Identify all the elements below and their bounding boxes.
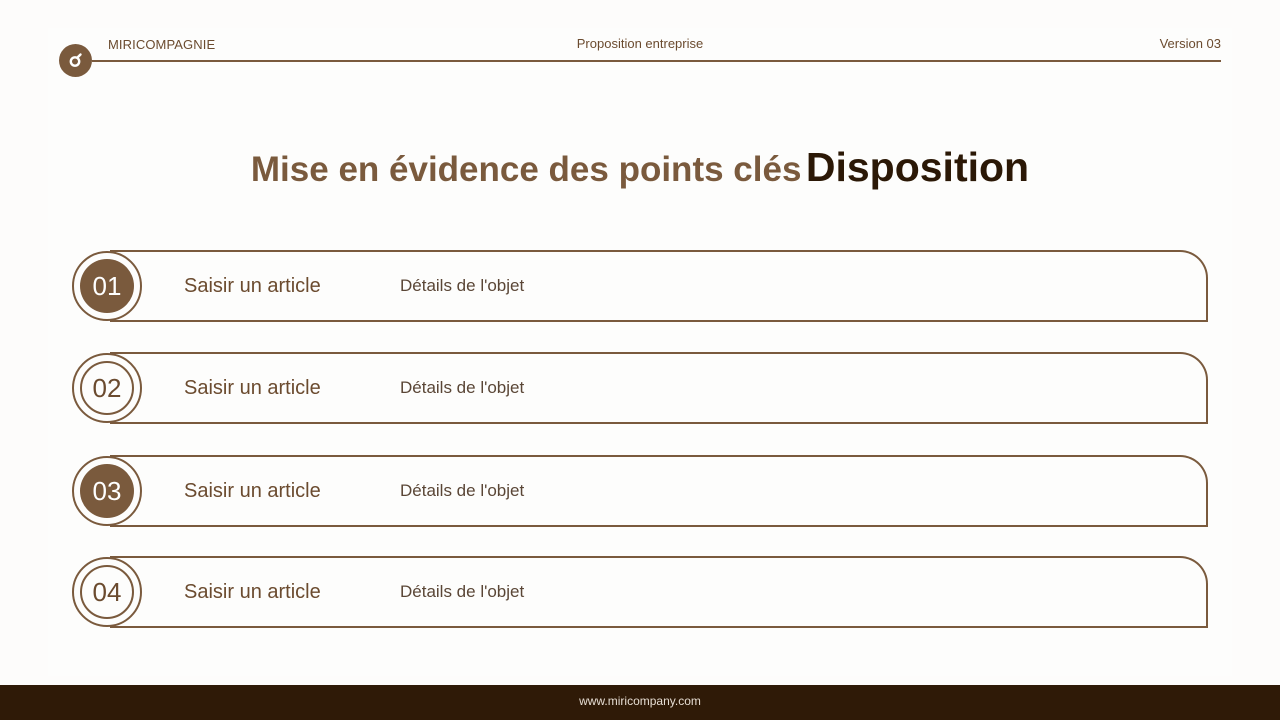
footer-website-link[interactable]: www.miricompany.com — [579, 694, 701, 708]
number-badge — [72, 456, 142, 526]
list-item-2 — [72, 352, 1208, 424]
header-divider — [92, 60, 1221, 62]
item-title: Saisir un article — [184, 377, 321, 399]
item-title: Saisir un article — [184, 480, 321, 502]
number-badge — [72, 353, 142, 423]
title-lead: Mise en évidence des points clés — [250, 150, 802, 189]
page-title — [0, 144, 1280, 191]
number-badge — [72, 251, 142, 321]
number-badge — [72, 557, 142, 627]
title-emphasis: Disposition — [805, 144, 1030, 190]
header-subtitle: Proposition entreprise — [576, 36, 704, 51]
item-detail: Détails de l'objet — [400, 481, 525, 500]
item-number: 03 — [92, 475, 122, 506]
brand-name: MIRICOMPAGNIE — [108, 37, 216, 52]
item-detail: Détails de l'objet — [400, 582, 525, 601]
version-label: Version 03 — [1159, 36, 1221, 51]
item-detail: Détails de l'objet — [400, 378, 525, 397]
item-detail: Détails de l'objet — [400, 276, 525, 295]
list-item-1 — [72, 250, 1208, 322]
number-badge-inner — [80, 464, 134, 518]
number-badge-inner — [80, 361, 134, 415]
item-title: Saisir un article — [184, 581, 321, 603]
number-badge-inner — [80, 259, 134, 313]
item-title: Saisir un article — [184, 275, 321, 297]
item-number: 02 — [92, 372, 122, 403]
item-number: 04 — [92, 576, 122, 607]
list-item-3 — [72, 455, 1208, 527]
footer-bar — [0, 685, 1280, 720]
list-item-4 — [72, 556, 1208, 628]
item-number: 01 — [92, 270, 122, 301]
number-badge-inner — [80, 565, 134, 619]
